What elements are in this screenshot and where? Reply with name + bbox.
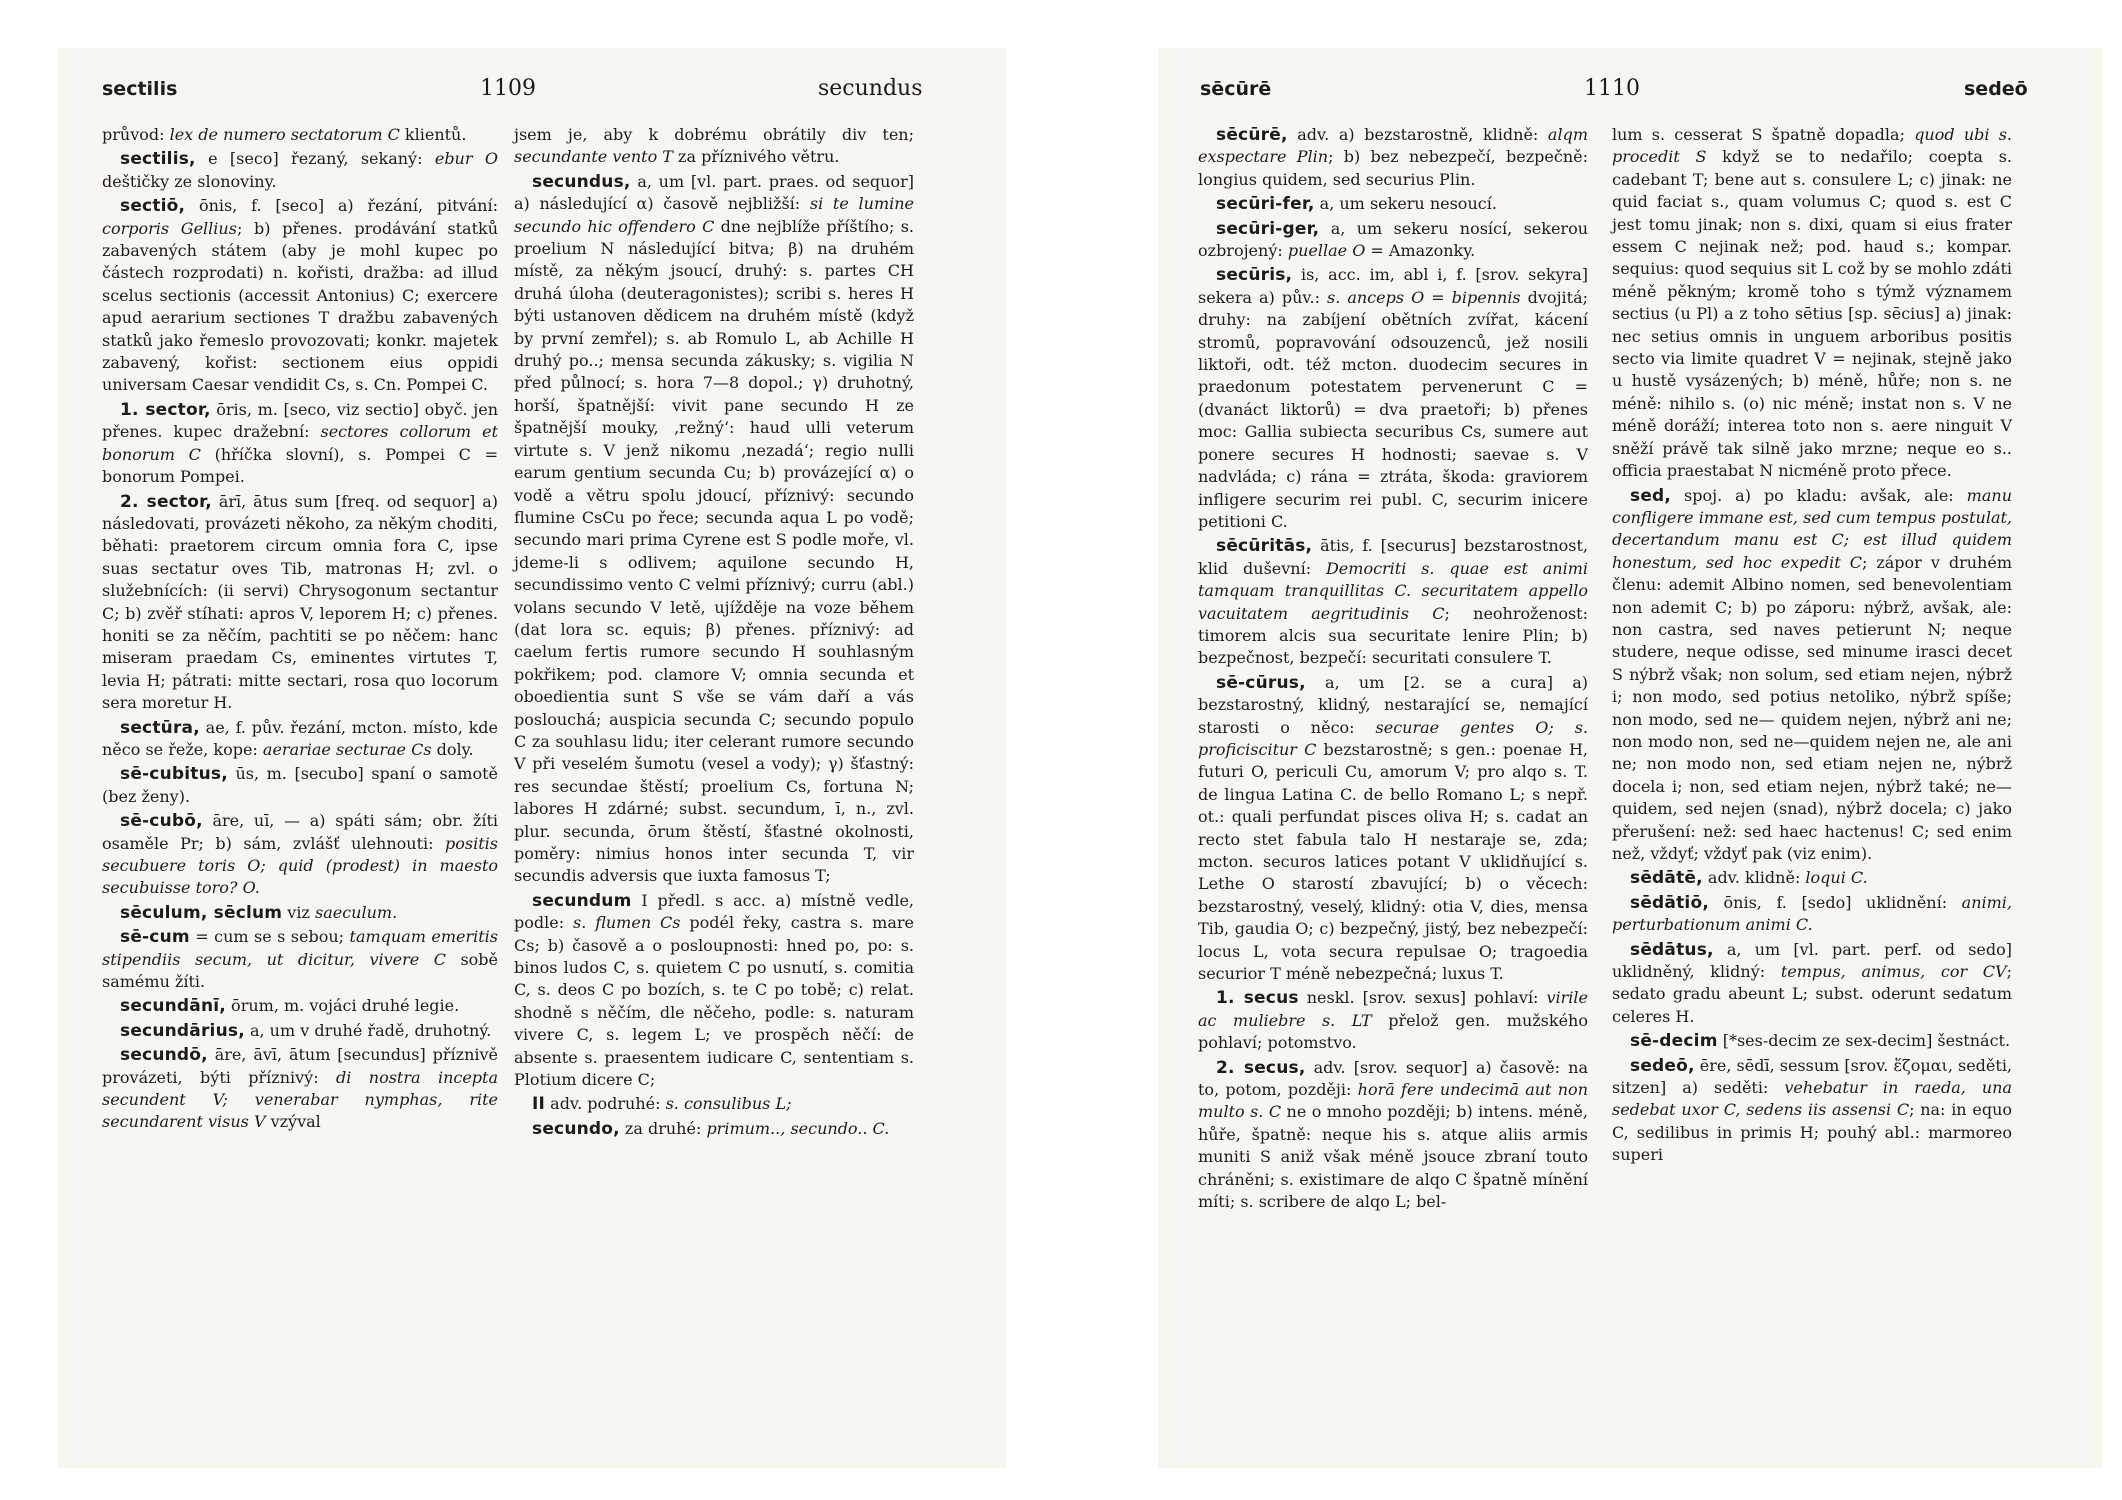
entry-headword: 2. sector, (120, 491, 212, 512)
entry-headword: sēcūrē, (1216, 125, 1288, 145)
entry-example: loqui C. (1805, 868, 1868, 888)
entry-example: tempus, animus, cor CV (1780, 962, 2007, 982)
entry-text: adv. podruhé: (545, 1094, 666, 1114)
dictionary-entry (102, 1020, 498, 1042)
entry-text: = cum se s sebou; (189, 927, 350, 947)
guide-word-right: secundus (818, 76, 923, 101)
entry-example: animi, perturbationum animi C. (1612, 892, 2012, 935)
entry-headword: sed, (1630, 485, 1672, 506)
entry-text: spoj. a) po kladu: avšak, ale: (1671, 485, 1967, 505)
entry-example: securae gentes O; s. proficiscitur C (1198, 717, 1588, 759)
page-number: 1109 (480, 76, 536, 101)
entry-example: s. consulibus L; (665, 1094, 792, 1114)
entry-text: ōrum, m. vojáci druhé legie. (225, 996, 460, 1016)
entry-text: ōris, m. [seco, viz sectio] obyč. jen přenes. kupec dražební: (102, 399, 498, 442)
entry-text: ātis, f. [securus] bezstarostnost, klid duševní: (1198, 536, 1588, 578)
entry-example: si te lumine secundo hic offendero C (514, 194, 915, 236)
entry-text: lum s. cesserat S špatně dopadla; (1612, 125, 1915, 144)
entry-example: manu confligere immane est, sed cum tempus postulat, decertandum manu est C; est illud quidem honestum, sed hoc expedit C (1612, 485, 2012, 572)
dictionary-entry (102, 124, 498, 146)
entry-text: āre, uī, — a) spáti sám; obr. žíti osaměle Pr; b) sám, zvlášť ulehnouti: (102, 811, 498, 853)
entry-headword: sēdātiō, (1630, 892, 1709, 913)
entry-text: ēre, sēdī, sessum [srov. ἕζομαι, seděti, sitzen] a) seděti: (1612, 1055, 2013, 1098)
entry-text: a, um [vl. part. praes. od sequor] a) následující α) časově nejbližší: (514, 171, 914, 214)
entry-text-tail: když se to nedařilo; coepta s. cadebant T; bene aut s. consulere L; c) jinak: ne quid faciat s., quam volumus C; quod s. est C jest tomu jinak; non s. dixi, quam si eius frater essem C nejinak než; pod. haud s.; kompar. sequius: quod sequius sit L což by se mohlo zdáti méně pěkným; kromě toho s týmž významem sectius (u Pl) a z toho sētius [sp. sēcius] a) jinak: nec setius omnis in unguem arboribus positis secto via limite quadret V = nejinak, stejně jako u hustě vysázených; b) méně, hůře; non s. ne méně: nihilo s. (o) nic méně; instat non s. V ne méně doráží; interea toto non s. aere ninguit V sněží právě tak silně jako mrzne; neque eo s.. officia praestabat N nicméně proto přece. (1612, 147, 2012, 481)
page-number: 1110 (1584, 76, 1640, 101)
entry-example: corporis Gellius (102, 218, 237, 238)
dictionary-entry (1198, 193, 1588, 215)
entry-example: sectores collorum et bonorum C (102, 422, 498, 464)
entry-headword: secundō, (120, 1045, 208, 1066)
entry-headword: secūri-fer, (1216, 194, 1315, 215)
column-left (102, 124, 498, 1136)
entry-text: [*ses-decim ze sex-decim] šestnáct. (1717, 1031, 2011, 1051)
entry-headword: 1. sector, (120, 399, 211, 420)
dictionary-entry (1198, 264, 1588, 533)
entry-text: adv. [srov. sequor] a) časově: na to, potom, později: (1198, 1057, 1588, 1100)
entry-text: āre, āvī, ātum [secundus] příznivě provázeti, býti příznivý: (102, 1045, 498, 1087)
entry-text: za druhé: (619, 1118, 707, 1138)
entry-headword: sē-cubitus, (120, 764, 228, 785)
entry-text-tail: dne nejblíže příštího; s. proelium N následující bitva; β) na druhém místě, za někým jsoucí, druhý: s. partes CH druhá úloha (deuteragonistes); scribi s. heres H býti ustanoven dědicem na druhém místě (když by první zemřel); s. ab Romulo L, ab Achille H druhý po..; mensa secunda zákusky; s. vigilia N před půlnocí; s. hora 7—8 dopol.; γ) druhotný, horší, špatnější: vivit pane secundo H ze špatnější mouky, ‚režný‘: haud ulli veterum virtute s. V jenž nikomu ‚nezadá‘; regio nulli earum gentium secunda Cu; b) provázející α) o vodě a větru spolu jdoucí, příznivý: secundo flumine CsCu po řece; secunda aqua L po vodě; secundo mari prima Cyrene est S podle moře, vl. jdeme-li s odlivem; aquilone secundo H, secundissimo vento C velmi příznivý; curru (abl.) volans secundo V letě, ujížděje na voze během (dat lora sc. equis; β) přenes. příznivý: ad caelum fertis rumore secundo H souhlasným pokřikem; pod. clamore V; omnia secunda et oboedientia sunt S vše se vám daří a vás poslouchá; auspicia secunda C; secundo populo C za souhlasu lidu; iter celerant rumore secundo V při veselém šumotu (vesel a vody); γ) šťastný: res secundae štěstí; proelium Cs, fortuna N; labores H zdárné; subst. secundum, ī, n., zvl. plur. secunda, ōrum štěstí, šťastné okolnosti, poměry: nimius honos inter secunda T, vir secundis adversis que iuxta famosus T; (514, 216, 914, 886)
entry-headword: sectilis, (120, 149, 196, 170)
entry-headword: sē-cum (120, 927, 190, 948)
dictionary-entry (1612, 939, 2012, 1029)
entry-headword: secūris, (1216, 265, 1293, 286)
entry-text: neskl. [srov. sexus] pohlaví: (1298, 988, 1547, 1008)
dictionary-entry (102, 995, 498, 1017)
column-left (1198, 124, 1588, 1216)
entry-example: quod ubi s. procedit S (1612, 125, 2012, 167)
entry-example: positis secubuere toris O; quid (prodest) in maesto secubuisse toro? O. (102, 833, 498, 898)
entry-text: adv. a) bezstarostně, klidně: (1287, 125, 1548, 144)
entry-text: viz (282, 902, 315, 922)
dictionary-entry (1612, 892, 2012, 937)
page-header (1158, 74, 2102, 110)
dictionary-entry (514, 171, 914, 888)
entry-text: a, um [2. se a cura] a) bezstarostný, klidný, nestarající se, nemající starosti o něco: (1198, 672, 1588, 737)
column-right (1612, 124, 2012, 1169)
dictionary-entry (514, 1118, 914, 1140)
dictionary-entry (1198, 218, 1588, 263)
entry-text: průvod: (102, 125, 170, 144)
guide-word-right: sedeō (1964, 78, 2028, 100)
entry-example: secundante vento T (514, 147, 673, 167)
dictionary-entry (1198, 535, 1588, 669)
entry-text-tail: přelož gen. mužského pohlaví; potomstvo. (1198, 1010, 1588, 1053)
entry-text: a, um sekeru nesoucí. (1314, 194, 1497, 214)
entry-headword: sē-decim (1630, 1031, 1718, 1052)
entry-headword: sē-cubō, (120, 811, 203, 832)
dictionary-entry (1612, 485, 2012, 866)
dictionary-entry (102, 810, 498, 900)
dictionary-entry (514, 124, 914, 169)
entry-headword: sēculum, sēclum (120, 902, 283, 923)
entry-text: ae, f. pův. řezání, mcton. místo, kde něco se řeže, kope: (102, 717, 498, 759)
entry-example: saeculum. (314, 902, 398, 922)
entry-text-tail: ne o mnoho později; b) intens. méně, hůře, špatně: neque his s. atque aliis armis muniti S aniž však méně jsouce zbraní touto chráněni; s. existimare de alqo C špatně mínění míti; s. scribere de alqo L; bel- (1198, 1102, 1588, 1212)
entry-headword: sē-cūrus, (1216, 672, 1306, 693)
entry-headword: secundum (532, 890, 632, 911)
entry-text: e [seco] řezaný, sekaný: (195, 149, 435, 169)
entry-text-tail: podél řeky, castra s. mare Cs; b) časově a o posloupnosti: hned po, po: s. binos ludos C, s. quietem C po usnutí, s. comitia C, s. deos C po bozích, s. te C po tobě; c) relat. shodně s něčím, dle něčeho, podle: s. naturam vivere C, s. legem L; ve prospěch něčí: de absente s. praesentem iudicare C, sententiam s. Plotium dicere C; (514, 913, 914, 1090)
dictionary-entry (102, 399, 498, 489)
entry-headword: 1. secus (1216, 988, 1299, 1009)
entry-text-tail: ; na: in equo C, sedilibus in primis H; pouhý abl.: marmoreo superi (1612, 1100, 2012, 1165)
entry-text-tail: vzýval (265, 1112, 321, 1132)
guide-word-left: sēcūrē (1200, 78, 1272, 100)
entry-headword: II (532, 1094, 546, 1115)
entry-example: di nostra incepta secundent V; venerabar nymphas, rite secundarent visus V (102, 1067, 499, 1132)
dictionary-entry (102, 902, 498, 924)
dictionary-entry (1612, 124, 2012, 483)
entry-text: ārī, ātus sum [freq. od sequor] a) následovati, provázeti někoho, za někým choditi, běhati: praetorem circum omnia fora C, ipse suas sectatur oves Tib, matronas H; zvl. o služebnících: (ii servi) Chrysogonum sectantur C; b) zvěř stíhati: apros V, leporem H; c) přenes. honiti se za něčím, pachtiti se po něčem: hanc miseram praedam Cs, eminentes virtutes T, levia H; pátrati: mitte sectari, rosa quo locorum sera moretur H. (102, 491, 498, 713)
entry-example: Democriti s. quae est animi tamquam tranquillitas C. securitatem appello vacuitatem aegritudinis C (1198, 558, 1588, 623)
dictionary-entry (1612, 1030, 2012, 1052)
dictionary-entry (102, 148, 498, 193)
entry-text-tail: doly. (431, 739, 474, 759)
entry-text: a, um v druhé řadě, druhotný. (244, 1020, 492, 1040)
entry-example: puellae O (1287, 241, 1366, 261)
entry-text: jsem je, aby k dobrému obrátily div ten; (514, 125, 914, 144)
right-page (1158, 48, 2102, 1468)
entry-example: virile ac muliebre s. LT (1198, 988, 1588, 1030)
entry-headword: secundārius, (120, 1020, 245, 1041)
dictionary-entry (102, 717, 498, 762)
entry-headword: sectiō, (120, 196, 186, 217)
entry-headword: sectūra, (120, 717, 200, 738)
left-page (58, 48, 1006, 1468)
dictionary-entry (1612, 867, 2012, 889)
entry-text-tail: ; b) bez nebezpečí, bezpečně: longius quidem, sed securius Plin. (1198, 147, 1588, 189)
entry-headword: sēcūritās, (1216, 536, 1313, 557)
entry-example: alqm exspectare Plin (1198, 125, 1588, 167)
entry-example: aerariae secturae Cs (262, 739, 432, 759)
column-right (514, 124, 914, 1142)
entry-text: ōnis, f. [sedo] uklidnění: (1708, 892, 1962, 912)
entry-headword: sēdātē, (1630, 868, 1703, 889)
entry-text-tail: ; neohroženost: timorem alcis sua securitate lenire Plin; b) bezpečnost, bezpečí: securitati consulere T. (1198, 603, 1589, 668)
entry-headword: secundānī, (120, 996, 226, 1017)
entry-text-tail: = Amazonky. (1365, 241, 1476, 261)
entry-text: ōnis, f. [seco] a) řezání, pitvání: (185, 196, 498, 216)
dictionary-entry (1198, 672, 1588, 986)
entry-example: ebur O (434, 149, 498, 169)
dictionary-entry (102, 763, 498, 808)
dictionary-entry (102, 926, 498, 993)
dictionary-entry (1612, 1055, 2012, 1167)
entry-example: primum.., secundo.. C. (706, 1118, 890, 1138)
entry-text: I předl. s acc. a) místně vedle, podle: (514, 890, 914, 933)
entry-text-tail: deštičky ze slonoviny. (102, 171, 277, 191)
dictionary-entry (102, 195, 498, 397)
dictionary-entry (1198, 987, 1588, 1054)
entry-text-tail: klientů. (399, 125, 467, 144)
guide-word-left: sectilis (102, 78, 178, 100)
entry-text-tail: dvojitá; druhy: na zabíjení obětních zvířat, kácení stromů, popravování odsouzenců, jež nosili liktoři, odt. též mcton. duodecim secures in praedonum potestatem pervenerunt C = (dvanáct liktorů) = dva praetoři; b) přenes moc: Gallia subiecta securibus Cs, sumere aut ponere secures H hodnosti; saevae s. V nadvláda; c) rána = ztráta, škoda: graviorem infligere securim rei publ. C, securim inicere petitioni C. (1198, 287, 1589, 531)
entry-text-tail: (hříčka slovní), s. Pompei C = bonorum Pompei. (102, 444, 498, 487)
entry-headword: secūri-ger, (1216, 218, 1320, 239)
entry-text: ūs, m. [secubo] spaní o samotě (bez ženy). (102, 764, 498, 806)
dictionary-entry (1198, 124, 1588, 191)
entry-headword: secundo, (532, 1118, 620, 1139)
entry-text: a, um [vl. part. perf. od sedo] uklidněný, klidný: (1612, 939, 2012, 982)
entry-headword: sēdātus, (1630, 939, 1714, 960)
entry-text: is, acc. im, abl i, f. [srov. sekyra] sekera a) pův.: (1198, 265, 1588, 307)
page-header (58, 74, 1006, 110)
dictionary-entry (102, 1044, 498, 1134)
entry-headword: secundus, (532, 171, 631, 192)
entry-headword: sedeō, (1630, 1055, 1695, 1076)
entry-text-tail: ; b) přenes. prodávání statků zabavených státem (aby je mohl kupec po částech rozprodati) n. kořisti, dražba: ad illud scelus sectionis (accessit Antonius) C; exercere apud aerarium sectiones T dražbu zabavených statků jako řemeslo provozovati; konkr. majetek zabavený, kořist: sectionem eius oppidi universam Caesar vendidit Cs, s. Cn. Pompei C. (102, 218, 499, 395)
entry-text-tail: sobě samému žíti. (102, 949, 499, 992)
entry-text: a, um sekeru nosící, sekerou ozbrojený: (1198, 218, 1588, 261)
dictionary-entry (514, 1093, 914, 1115)
entry-example: s. anceps O = bipennis (1327, 287, 1521, 307)
entry-text-tail: za příznivého větru. (672, 147, 840, 167)
dictionary-entry (102, 491, 498, 715)
entry-text-tail: ; zápor v druhém členu: ademit Albino nomen, sed benevolentiam non ademit C; b) po záporu: nýbrž, avšak, ale: non castra, sed naves petierunt N; neque studere, neque odisse, sed minume irasci decet S nýbrž však; non solum, sed etiam nejen, nýbrž i; non modo, sed potius netoliko, nýbrž spíše; non modo, sed ne— quidem nejen, nýbrž ani ne; non modo non, sed ne—quidem nejen ne, ale ani ne; non modo non, sed etiam nejen ne, nýbrž docela i; non, sed etiam nejen, nýbrž také; ne—quidem, sed nejen (snad), nýbrž docela; c) jako přerušení: než: sed haec hactenus! C; sed enim než, vždyť; vždyť pak (viz enim). (1612, 552, 2012, 863)
entry-example: tamquam emeritis stipendiis secum, ut dicitur, vivere C (102, 927, 498, 969)
dictionary-entry (514, 890, 914, 1092)
entry-example: s. flumen Cs (573, 913, 681, 933)
entry-headword: 2. secus, (1216, 1057, 1306, 1078)
entry-text: adv. klidně: (1702, 868, 1806, 888)
entry-text-tail: ; sedato gradu abeunt L; subst. oderunt sedatum celeres H. (1612, 962, 2012, 1026)
entry-text-tail: bezstarostně; s gen.: poenae H, futuri O, periculi Cu, amorum V; pro alqo s. T. de lingua Latina C. de bello Romano L; s nepř. ot.: quali perfundat pisces oliva H; s. cadat an recto stet fabula talo H nestaraje se, zda; mcton. securos latices potant V uklidňující s. Lethe O starostí zbavující; b) o věcech: bezstarostný, veselý, klidný: otia V, dies, mensa Tib, gaudia O; c) bezpečný, jistý, bez nebezpečí: locus L, vota secura repulsae O; tragoedia securior T méně nebezpečná; luxus T. (1198, 739, 1588, 984)
entry-example: vehebatur in raeda, una sedebat uxor C, sedens iis assensi C (1612, 1078, 2012, 1120)
dictionary-entry (1198, 1057, 1588, 1214)
entry-example: lex de numero sectatorum C (169, 125, 400, 144)
entry-example: horā fere undecimā aut non multo s. C (1198, 1080, 1588, 1122)
